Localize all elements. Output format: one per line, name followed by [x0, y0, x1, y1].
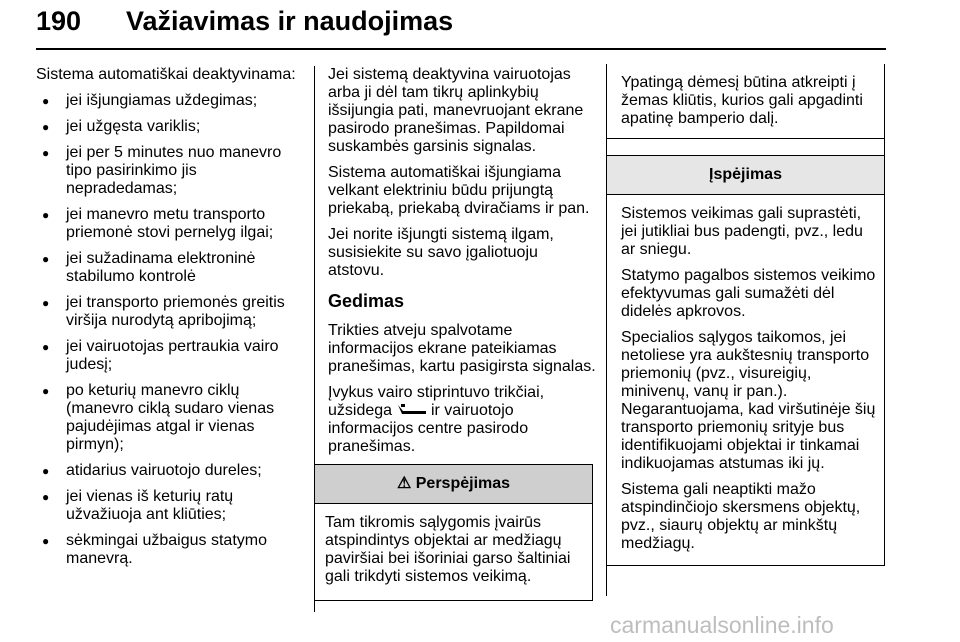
watermark: carmanualsonline.info [610, 612, 834, 638]
deactivation-intro: Sistema automatiškai deaktyvinama: [36, 66, 296, 83]
list-item: ● po keturių manevro ciklų (manevro ciklą sudaro vienas pajudėjimas atgal ir vienas pirmyn); [36, 382, 306, 454]
list-item: ● jei transporto priemonės greitis viršija nurodytą apribojimą; [36, 294, 306, 330]
list-item: ● jei užgęsta variklis; [36, 118, 306, 136]
caution-paragraph: Specialios sąlygos taikomos, jei netoliese yra aukštesnių transporto priemonių (pvz., visureigių, minivenų, vanų ir pan.). Negarantuojama, kad viršutinėje šių transporto priemonių srityje bus identifikuojami objektai ir tinkamai indikuojamas atstumas iki jų. [621, 329, 876, 472]
page-number: 190 [36, 6, 82, 36]
steering-warning-icon [397, 402, 427, 419]
caution-paragraph: Sistema gali neaptikti mažo atspindinčiojo skersmens objektų, pvz., siaurų objektų ar minkštų medžiagų. [621, 481, 861, 552]
list-item: ● sėkmingai užbaigus statymo manevrą. [36, 532, 306, 568]
warning-box-body [315, 504, 592, 600]
column-2 [325, 66, 596, 601]
paragraph: Jei sistemą deaktyvina vairuotojas arba ji dėl tam tikrų aplinkybių išsijungia pati, manevruojant ekrane pasirodo pranešimas. Papildomai suskambės garsinis signalas. [328, 66, 584, 155]
paragraph-steering-fault [328, 384, 596, 456]
text-fragment: ir vairuotojo informacijos centre pasirodo pranešimas. [328, 402, 529, 455]
warning-box-header [315, 465, 592, 504]
column-3 [620, 64, 885, 566]
header-rule [36, 48, 886, 50]
warning-box [314, 464, 593, 601]
caution-box [606, 155, 885, 566]
list-item: ● jei išjungiamas uždegimas; [36, 92, 306, 110]
caution-paragraph: Sistemos veikimas gali suprastėti, jei jutikliai bus padengti, pvz., ledu ar sniegu. [621, 205, 863, 258]
caution-box-title: Įspėjimas [709, 166, 782, 183]
caution-paragraph: Statymo pagalbos sistemos veikimo efektyvumas gali sumažėti dėl didelės apkrovos. [621, 267, 876, 320]
deactivation-list [36, 92, 306, 568]
warning-box-title: Perspėjimas [415, 475, 511, 492]
section-heading-fault: Gedimas [328, 291, 405, 311]
list-item: ● jei manevro metu transporto priemonė stovi pernelyg ilgai; [36, 206, 306, 242]
note-box [606, 64, 885, 139]
paragraph: Sistema automatiškai išjungiama velkant elektriniu būdu prijungtą priekabą, priekabą dviračiams ir pan. [328, 164, 590, 217]
caution-box-header [607, 156, 884, 195]
paragraph: Trikties atveju spalvotame informacijos ekrane pateikiamas pranešimas, kartu pasigirsta signalas. [328, 322, 596, 375]
page-header [36, 4, 886, 48]
list-item: ● jei sužadinama elektroninė stabilumo kontrolė [36, 250, 306, 286]
list-item: ● atidarius vairuotojo dureles; [36, 462, 306, 480]
warning-triangle-icon: ⚠ [396, 475, 412, 492]
note-text: Ypatingą dėmesį būtina atkreipti į žemas kliūtis, kurios gali apgadinti apatinę bamperio dalį. [621, 74, 863, 127]
page-title: Važiavimas ir naudojimas [126, 6, 454, 36]
caution-box-body [607, 195, 884, 565]
list-item: ● jei per 5 minutes nuo manevro tipo pasirinkimo jis nepradedamas; [36, 144, 306, 198]
column-1 [36, 66, 306, 576]
text-fragment: Įvykus vairo stiprintuvo trikčiai, užsidega [328, 384, 545, 419]
paragraph: Jei norite išjungti sistemą ilgam, susisiekite su savo įgaliotuoju atstovu. [328, 226, 554, 279]
list-item: ● jei vienas iš keturių ratų užvažiuoja ant kliūties; [36, 488, 306, 524]
warning-text: Tam tikromis sąlygomis įvairūs atspindintys objektai ar medžiagų paviršiai bei išoriniai garso šaltiniai gali trikdyti sistemos veikimą. [325, 514, 571, 585]
list-item: ● jei vairuotojas pertraukia vairo judesį; [36, 338, 306, 374]
